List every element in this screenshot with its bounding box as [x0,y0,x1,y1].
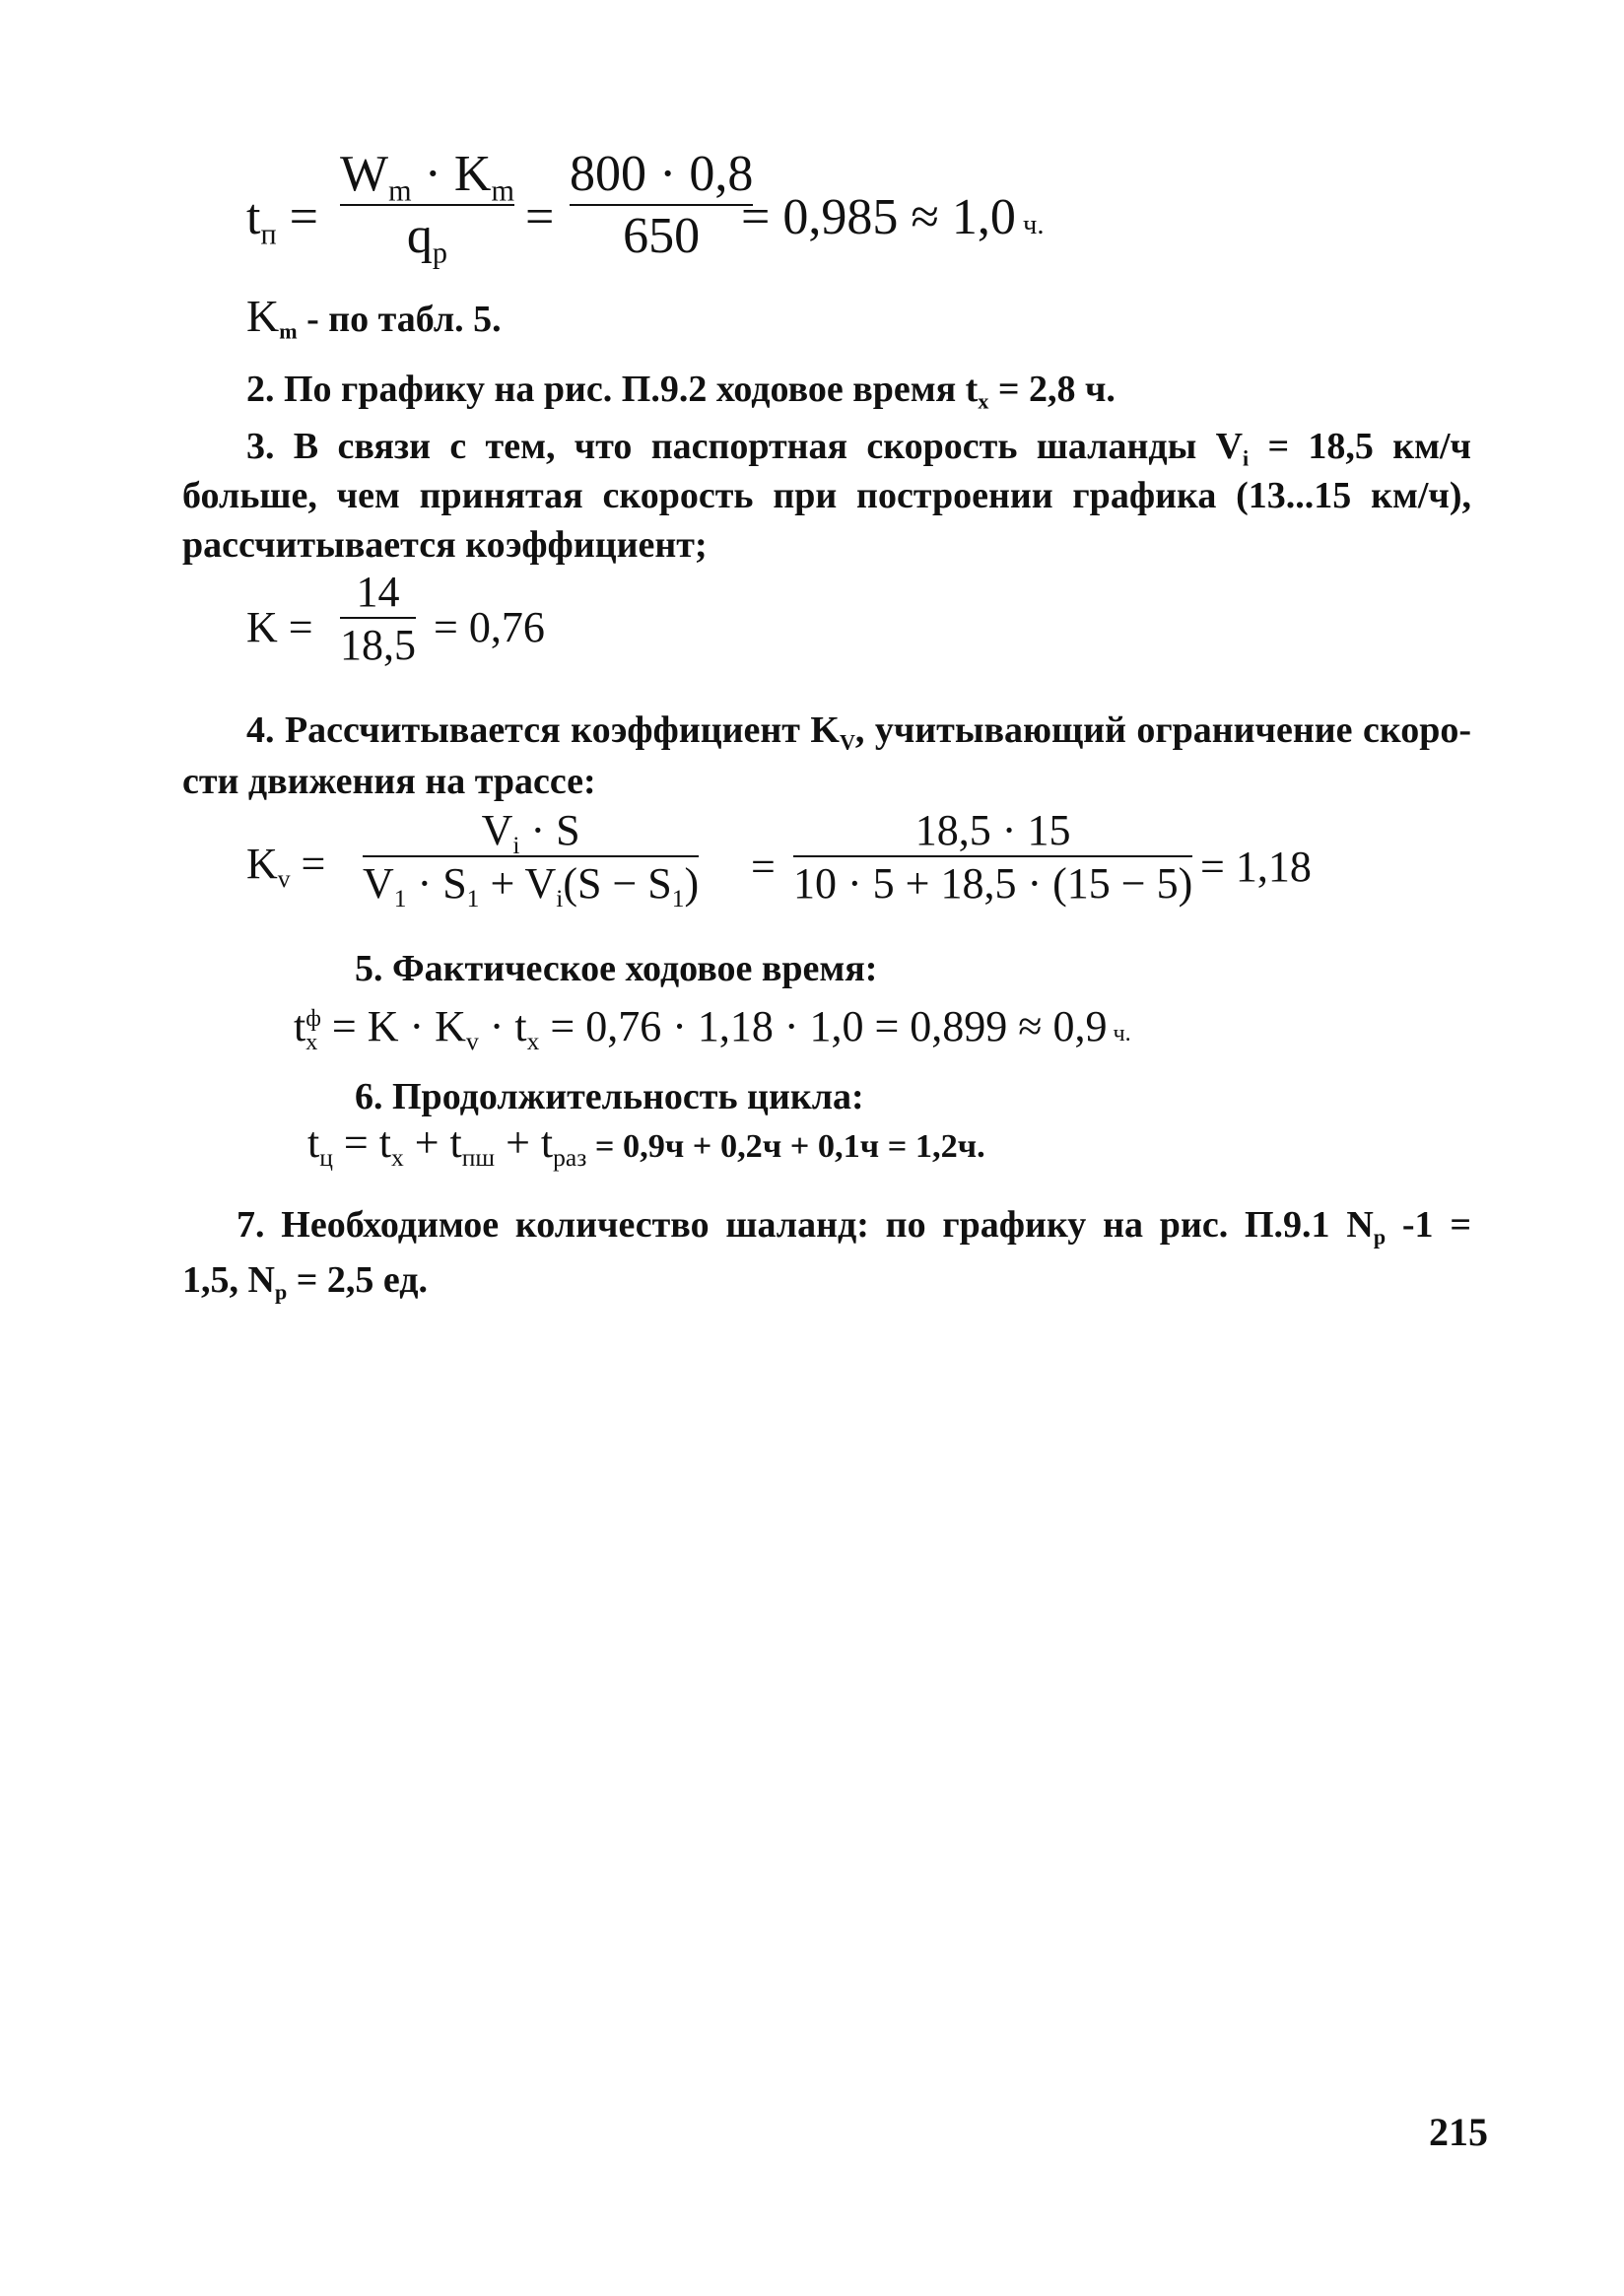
fraction-14-18-5: 14 18,5 [340,568,416,670]
item-3-line-2: больше, чем принятая скорость при построении графика (13...15 км/ч), [182,475,1471,516]
formula-tp-lhs-sub: п [260,217,277,251]
formula-k-result: = 0,76 [434,603,545,651]
fraction-bar [340,617,416,619]
fraction-bar [793,855,1192,857]
fraction-kv-symbolic: $V_i \cdot S$ $V_1 \cdot S_1 + V_i(S - S_1)$ [363,806,700,913]
item-5-title: 5. Фактическое ходовое время: [355,948,878,989]
item-3-line-1: 3. В связи с тем, что паспортная скорость шаланды $V_i = 18,5$ км/ч [246,426,1471,471]
formula-tp-lhs: t [246,189,261,245]
formula-k-lhs: K = [246,603,313,651]
item-4-line-2: сти движения на трассе: [182,761,596,802]
fraction-wm-km-qp: $W_m \cdot K_m$ $q_р$ [340,146,514,270]
formula-kv-lhs: $K_v$ = [246,840,326,893]
formula-kv-result: = 1,18 [1200,843,1312,891]
fraction-bar [570,204,753,206]
item-4-line-1: 4. Рассчитывается коэффициент $K_V$, учитывающий ограничение скоро- [246,709,1471,755]
km-note: $K_m$ - по табл. 5. [246,291,502,344]
page-number: 215 [1429,2110,1488,2154]
item-7-line-2: 1,5, $N_p = 2,5$ ед. [182,1259,428,1305]
formula-cycle: $t_ц = t_x + t_{пш} + t_{раз} = 0,9ч + 0,2ч + 0,1ч = 1,2ч$. [307,1118,985,1172]
formula-tp-result: = 0,985 ≈ 1,0 [741,189,1016,245]
fraction-800-650: 800 · 0,8 650 [570,146,754,264]
item-6-title: 6. Продолжительность цикла: [355,1076,864,1117]
fraction-bar [340,204,514,206]
item-2: 2. По графику на рис. П.9.2 ходовое время $t_x = 2,8$ ч. [246,369,1116,414]
item-7-line-1: 7. Необходимое количество шаланд: по графику на рис. П.9.1 $N_p$ -1 = [237,1204,1471,1249]
item-3-line-3: рассчитывается коэффициент; [182,524,708,566]
fraction-kv-numeric: 18,5 · 15 10 · 5 + 18,5 · (15 − 5) [793,806,1193,909]
formula-tx-actual: t ф x = $K \cdot K_v \cdot t_x = 0,76 \cdot 1,18 \cdot 1,0 = 0,899 \approx 0,9$ ч. [294,1002,1131,1055]
fraction-bar [363,855,699,857]
